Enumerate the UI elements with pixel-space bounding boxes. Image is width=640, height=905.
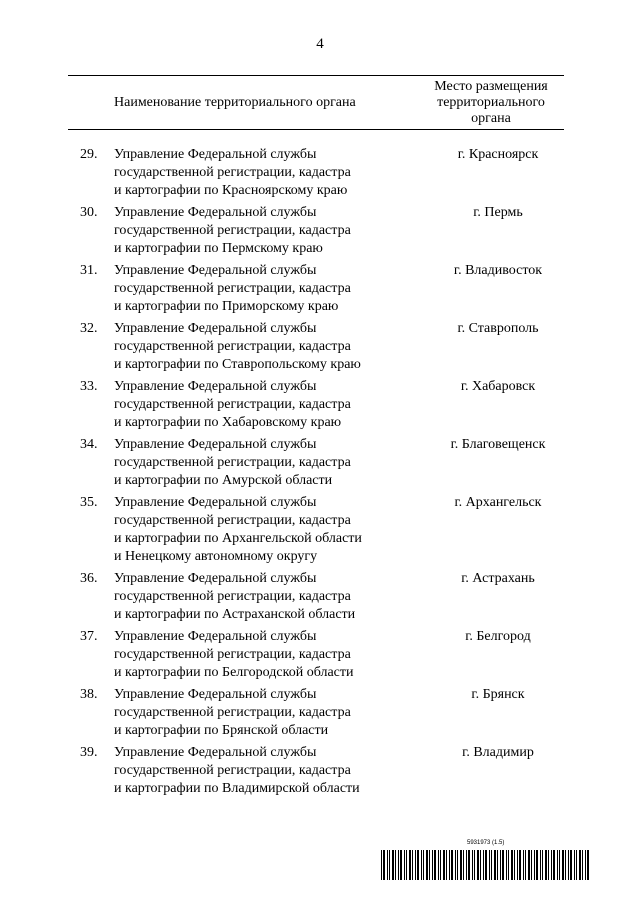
table-row xyxy=(68,570,564,624)
table-row xyxy=(68,436,564,490)
table-row xyxy=(68,378,564,432)
row-place: г. Благовещенск xyxy=(450,437,546,452)
column-header-place: Место размещения территориального органа xyxy=(434,79,548,126)
table-top-rule xyxy=(68,75,564,76)
row-name: Управление Федеральной службы государственной регистрации, кадастра и картографии по Астраханской области xyxy=(114,571,356,622)
row-name: Управление Федеральной службы государственной регистрации, кадастра и картографии по Хабаровскому краю xyxy=(114,379,351,430)
row-name: Управление Федеральной службы государственной регистрации, кадастра и картографии по Ставропольскому краю xyxy=(114,321,361,372)
row-name: Управление Федеральной службы государственной регистрации, кадастра и картографии по Белгородской области xyxy=(114,629,354,680)
row-number: 36. xyxy=(80,571,98,586)
row-name: Управление Федеральной службы государственной регистрации, кадастра и картографии по Красноярскому краю xyxy=(114,147,351,198)
row-place: г. Брянск xyxy=(471,687,525,702)
barcode-label: 5931973 (1.5) xyxy=(467,840,505,846)
table-row xyxy=(68,628,564,682)
table-row xyxy=(68,204,564,258)
row-number: 38. xyxy=(80,687,98,702)
barcode-image xyxy=(381,850,591,880)
table-row xyxy=(68,320,564,374)
table-header-rule xyxy=(68,129,564,130)
row-number: 29. xyxy=(80,147,98,162)
row-place: г. Хабаровск xyxy=(460,379,536,394)
row-name: Управление Федеральной службы государственной регистрации, кадастра и картографии по Брянской области xyxy=(114,687,351,738)
row-number: 30. xyxy=(80,205,98,220)
page-number: 4 xyxy=(316,36,324,52)
column-header-name: Наименование территориального органа xyxy=(114,95,356,110)
table-row xyxy=(68,686,564,740)
row-place: г. Пермь xyxy=(473,205,523,220)
row-place: г. Владивосток xyxy=(453,263,543,278)
row-name: Управление Федеральной службы государственной регистрации, кадастра и картографии по Архангельской области и Ненецкому автономному округу xyxy=(114,495,362,564)
row-name: Управление Федеральной службы государственной регистрации, кадастра и картографии по Амурской области xyxy=(114,437,351,488)
row-number: 32. xyxy=(80,321,98,336)
row-name: Управление Федеральной службы государственной регистрации, кадастра и картографии по Приморскому краю xyxy=(114,263,351,314)
row-name: Управление Федеральной службы государственной регистрации, кадастра и картографии по Пермскому краю xyxy=(114,205,351,256)
row-name: Управление Федеральной службы государственной регистрации, кадастра и картографии по Владимирской области xyxy=(114,745,360,796)
row-number: 35. xyxy=(80,495,98,510)
table-row xyxy=(68,494,564,566)
row-number: 37. xyxy=(80,629,98,644)
table-row xyxy=(68,744,564,798)
table-body xyxy=(68,146,564,802)
table-row xyxy=(68,262,564,316)
row-number: 33. xyxy=(80,379,98,394)
row-number: 34. xyxy=(80,437,98,452)
row-place: г. Архангельск xyxy=(454,495,542,510)
table-row xyxy=(68,146,564,200)
row-place: г. Астрахань xyxy=(461,571,535,586)
row-place: г. Владимир xyxy=(462,745,534,760)
row-place: г. Белгород xyxy=(465,629,531,644)
row-place: г. Красноярск xyxy=(457,147,539,162)
row-number: 39. xyxy=(80,745,98,760)
row-number: 31. xyxy=(80,263,98,278)
row-place: г. Ставрополь xyxy=(457,321,539,336)
